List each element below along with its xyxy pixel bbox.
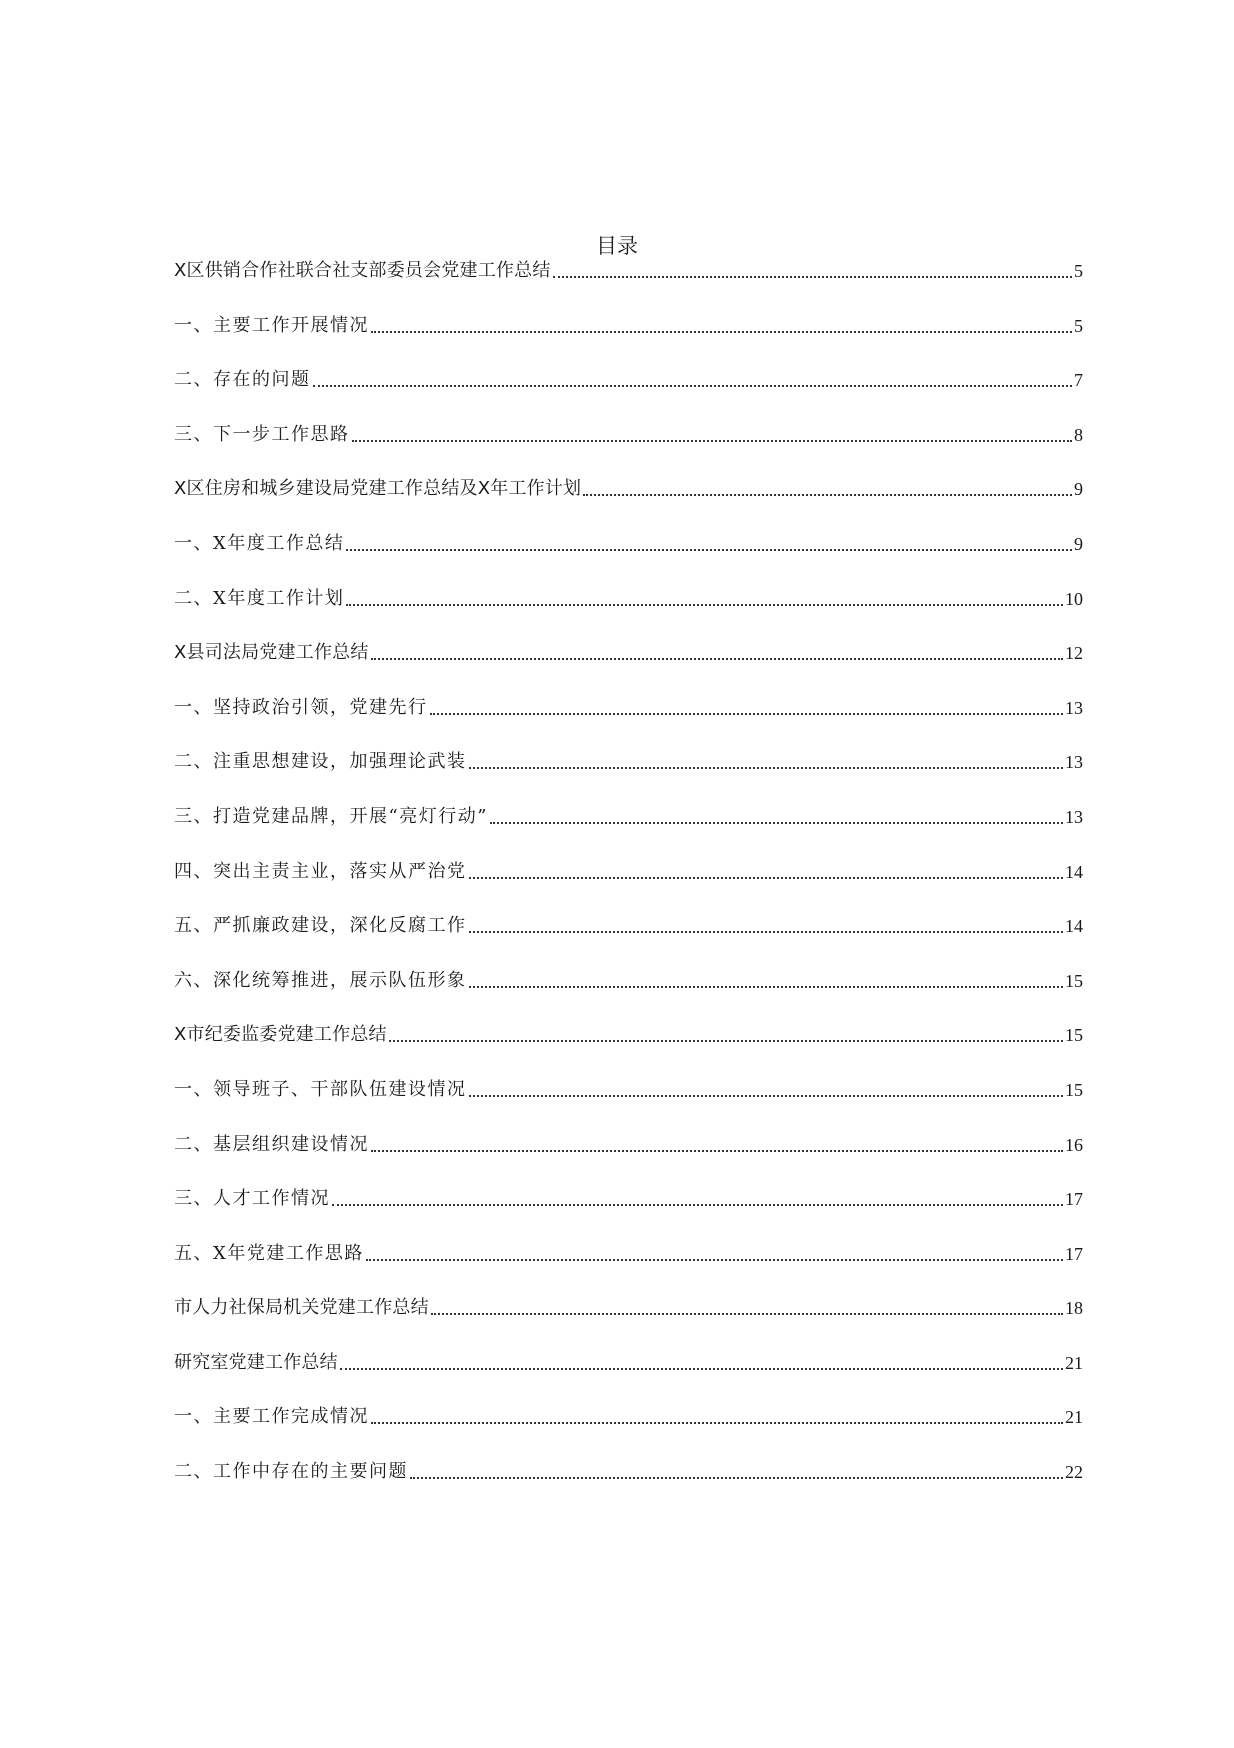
toc-title: 目录: [596, 234, 638, 258]
toc-entry-text: 五、X年党建工作思路: [174, 1242, 364, 1264]
toc-entry-text: X区供销合作社联合社支部委员会党建工作总结: [174, 260, 551, 281]
toc-entry-subsection[interactable]: [174, 284, 1083, 339]
dot-leader: [389, 1040, 1063, 1042]
toc-entry-text: 一、主要工作开展情况: [174, 314, 369, 336]
toc-entry-text: 一、领导班子、干部队伍建设情况: [174, 1078, 467, 1100]
dot-leader: [469, 931, 1064, 933]
dot-leader: [553, 276, 1072, 278]
toc-page-number: 7: [1074, 370, 1083, 391]
toc-entry-subsection[interactable]: [174, 1158, 1083, 1213]
toc-entry-subsection[interactable]: [174, 502, 1083, 557]
toc-entry-text: 三、下一步工作思路: [174, 423, 350, 445]
toc-entry-subsection[interactable]: [174, 1376, 1083, 1431]
toc-entry-section[interactable]: [174, 1321, 1083, 1376]
dot-leader: [469, 877, 1064, 879]
toc-entry-subsection[interactable]: [174, 885, 1083, 940]
toc-entry-subsection[interactable]: [174, 393, 1083, 448]
toc-entry-subsection[interactable]: [174, 939, 1083, 994]
dot-leader: [371, 1150, 1063, 1152]
toc-page-number: 8: [1074, 424, 1083, 445]
toc-page-number: 5: [1074, 261, 1083, 281]
toc-entry-section[interactable]: [174, 448, 1083, 503]
toc-entry-text: 六、深化统筹推进，展示队伍形象: [174, 969, 467, 991]
toc-entry-text: X市纪委监委党建工作总结: [174, 1024, 387, 1046]
toc-page-number: 15: [1065, 1079, 1083, 1100]
dot-leader: [469, 986, 1064, 988]
toc-entry-text: 三、人才工作情况: [174, 1188, 330, 1210]
toc-entry-subsection[interactable]: [174, 1430, 1083, 1485]
toc-entry-text: 二、存在的问题: [174, 369, 311, 391]
dot-leader: [583, 494, 1072, 496]
dot-leader: [332, 1204, 1063, 1206]
dot-leader: [346, 549, 1072, 551]
toc-entry-section[interactable]: [174, 994, 1083, 1049]
dot-leader: [469, 767, 1064, 769]
dot-leader: [366, 1259, 1063, 1261]
dot-leader: [431, 1313, 1063, 1315]
dot-leader: [430, 713, 1064, 715]
toc-entry-text: 三、打造党建品牌，开展“亮灯行动”: [174, 805, 488, 827]
toc-entry-text: 二、注重思想建设，加强理论武装: [174, 751, 467, 773]
toc-entry-text: 一、坚持政治引领，党建先行: [174, 696, 428, 718]
dot-leader: [313, 385, 1073, 387]
toc-page-number: 12: [1065, 643, 1083, 664]
toc-entry-subsection[interactable]: [174, 666, 1083, 721]
toc-entry-section[interactable]: [174, 1267, 1083, 1322]
dot-leader: [371, 331, 1072, 333]
dot-leader: [371, 658, 1063, 660]
dot-leader: [340, 1368, 1063, 1370]
toc-page-number: 18: [1065, 1298, 1083, 1319]
dot-leader: [371, 1422, 1063, 1424]
dot-leader: [346, 604, 1063, 606]
toc-page-number: 14: [1065, 916, 1083, 937]
toc-page-number: 17: [1065, 1243, 1083, 1264]
dot-leader: [410, 1477, 1063, 1479]
toc-entry-text: 一、X年度工作总结: [174, 532, 345, 554]
toc-page-number: 14: [1065, 861, 1083, 882]
dot-leader: [490, 822, 1063, 824]
toc-entry-text: 一、主要工作完成情况: [174, 1406, 369, 1428]
toc-page-number: 13: [1065, 697, 1083, 718]
toc-list: [174, 262, 1083, 1485]
toc-entry-subsection[interactable]: [174, 775, 1083, 830]
toc-entry-text: 二、X年度工作计划: [174, 587, 345, 609]
toc-entry-text: 二、工作中存在的主要问题: [174, 1461, 408, 1483]
toc-page-number: 15: [1065, 1025, 1083, 1046]
toc-page-number: 16: [1065, 1134, 1083, 1155]
toc-entry-subsection[interactable]: [174, 1212, 1083, 1267]
toc-page-number: 13: [1065, 806, 1083, 827]
toc-page-number: 21: [1065, 1352, 1083, 1373]
toc-entry-subsection[interactable]: [174, 1103, 1083, 1158]
toc-page-number: 9: [1074, 479, 1083, 500]
toc-page-number: 15: [1065, 970, 1083, 991]
toc-entry-text: X区住房和城乡建设局党建工作总结及X年工作计划: [174, 478, 582, 500]
dot-leader: [352, 440, 1073, 442]
dot-leader: [469, 1095, 1064, 1097]
toc-entry-section[interactable]: [174, 262, 1083, 284]
toc-page-number: 10: [1065, 588, 1083, 609]
toc-entry-section[interactable]: [174, 612, 1083, 667]
toc-entry-text: 五、严抓廉政建设，深化反腐工作: [174, 915, 467, 937]
toc-entry-text: 市人力社保局机关党建工作总结: [174, 1297, 429, 1319]
toc-entry-subsection[interactable]: [174, 721, 1083, 776]
toc-page-number: 5: [1074, 315, 1083, 336]
toc-page-number: 17: [1065, 1189, 1083, 1210]
toc-entry-subsection[interactable]: [174, 339, 1083, 394]
toc-page-number: 21: [1065, 1407, 1083, 1428]
toc-entry-text: X县司法局党建工作总结: [174, 642, 369, 664]
toc-page-number: 22: [1065, 1462, 1083, 1483]
toc-entry-text: 二、基层组织建设情况: [174, 1133, 369, 1155]
toc-entry-subsection[interactable]: [174, 1048, 1083, 1103]
toc-page-number: 13: [1065, 752, 1083, 773]
toc-entry-subsection[interactable]: [174, 557, 1083, 612]
toc-entry-text: 研究室党建工作总结: [174, 1351, 338, 1373]
toc-entry-text: 四、突出主责主业，落实从严治党: [174, 860, 467, 882]
toc-page-number: 9: [1074, 533, 1083, 554]
toc-entry-subsection[interactable]: [174, 830, 1083, 885]
